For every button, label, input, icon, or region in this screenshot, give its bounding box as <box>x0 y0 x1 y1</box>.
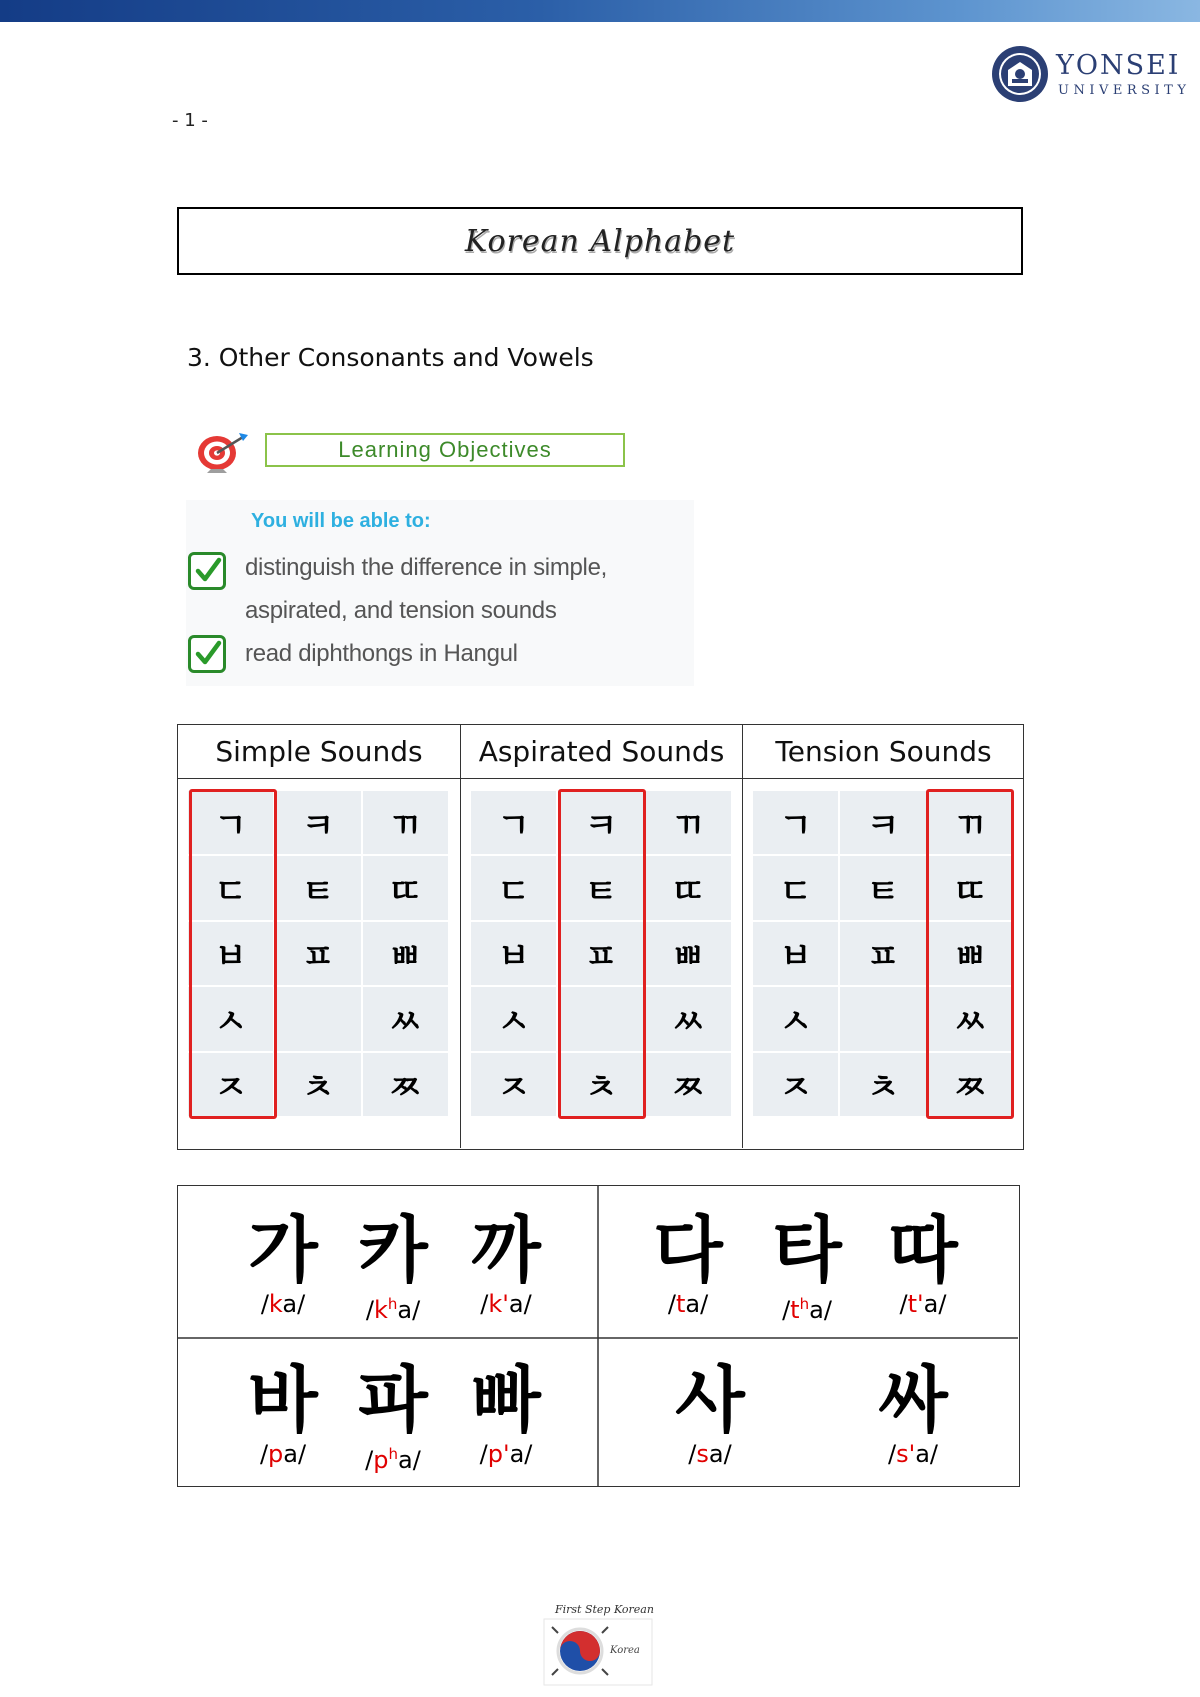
romanization: /ta/ <box>667 1290 709 1318</box>
consonant-cell: ㅅ <box>471 987 556 1050</box>
romanization: /t'a/ <box>899 1290 947 1318</box>
highlight-box <box>558 789 646 1119</box>
consonant-cell: ㄱ <box>753 791 838 854</box>
section-heading: 3. Other Consonants and Vowels <box>187 343 594 372</box>
syllable-item <box>338 1210 448 1324</box>
romanization: $/p^ha/$ <box>365 1445 421 1474</box>
syllable-char: 가 <box>248 1208 318 1292</box>
syllable-item <box>752 1210 862 1324</box>
consonant-cell: ㅈ <box>471 1053 556 1116</box>
romanization: /p'a/ <box>479 1440 533 1468</box>
consonant-comparison-table <box>177 724 1024 1150</box>
consonant-cell: ㅍ <box>840 922 925 985</box>
consonant-cell: ㄸ <box>646 856 731 919</box>
footer-logo-sub: Korea <box>610 1645 640 1656</box>
romanization: $/t^ha/$ <box>782 1295 832 1324</box>
university-seal-icon <box>990 44 1050 104</box>
syllable-char: 빠 <box>471 1358 541 1442</box>
footer-logo-text: First Step Korean <box>555 1603 654 1616</box>
page-title: Korean Alphabet <box>464 223 736 259</box>
aspirated-sounds-column <box>460 725 742 1148</box>
consonant-cell: ㅆ <box>363 987 448 1050</box>
logo-subtitle: UNIVERSITY <box>1058 83 1191 98</box>
consonant-cell: ㅊ <box>840 1053 925 1116</box>
tension-sounds-column <box>742 725 1024 1148</box>
syllable-item <box>655 1360 765 1468</box>
syllable-item <box>228 1210 338 1318</box>
consonant-cell: ㅌ <box>840 856 925 919</box>
consonant-cell: ㄸ <box>928 856 1013 919</box>
syllable-char: 까 <box>471 1208 541 1292</box>
consonant-cell: ㅌ <box>558 856 643 919</box>
consonant-cell: ㅌ <box>275 856 360 919</box>
consonant-cell: ㅂ <box>188 922 273 985</box>
syllable-item <box>451 1210 561 1318</box>
syllable-item <box>868 1210 978 1318</box>
highlight-box <box>189 789 277 1119</box>
syllable-item <box>633 1210 743 1318</box>
consonant-cell: ㅊ <box>275 1053 360 1116</box>
syllable-item <box>228 1360 338 1468</box>
consonant-cell: ㄲ <box>928 791 1013 854</box>
syllable-char: 다 <box>653 1208 723 1292</box>
syllable-item <box>451 1360 561 1468</box>
syllable-char: 카 <box>358 1208 428 1292</box>
first-step-korean-logo <box>540 1603 660 1688</box>
header-bar <box>0 0 1200 22</box>
consonant-cell: ㅃ <box>363 922 448 985</box>
romanization: /k'a/ <box>480 1290 532 1318</box>
consonant-cell: ㅅ <box>753 987 838 1050</box>
romanization: /ka/ <box>260 1290 306 1318</box>
highlight-box <box>926 789 1014 1119</box>
yonsei-logo <box>990 44 1191 106</box>
consonant-cell: ㅂ <box>471 922 556 985</box>
target-icon <box>195 429 251 473</box>
consonant-cell: ㄷ <box>471 856 556 919</box>
logo-name: YONSEI <box>1056 50 1181 81</box>
title-box <box>177 207 1023 275</box>
consonant-cell: ㅊ <box>558 1053 643 1116</box>
consonant-cell <box>275 987 360 1050</box>
syllable-pronunciation-table <box>177 1185 1020 1487</box>
romanization: /sa/ <box>688 1440 732 1468</box>
column-header: Aspirated Sounds <box>461 725 742 779</box>
objective-item-2: read diphthongs in Hangul <box>245 640 518 667</box>
syllable-char: 따 <box>888 1208 958 1292</box>
page-number: - 1 - <box>172 110 208 131</box>
consonant-cell: ㅋ <box>275 791 360 854</box>
checkbox-icon <box>188 552 226 590</box>
syllable-item <box>858 1360 968 1468</box>
consonant-cell: ㅆ <box>928 987 1013 1050</box>
consonant-cell: ㅉ <box>928 1053 1013 1116</box>
consonant-cell: ㅉ <box>646 1053 731 1116</box>
simple-sounds-column <box>178 725 460 1148</box>
syllable-char: 파 <box>358 1358 428 1442</box>
consonant-cell: ㅃ <box>646 922 731 985</box>
checkbox-icon <box>188 635 226 673</box>
romanization: $/k^ha/$ <box>365 1295 421 1324</box>
consonant-cell: ㅍ <box>558 922 643 985</box>
taegeuk-icon <box>540 1617 660 1687</box>
consonant-cell: ㅉ <box>363 1053 448 1116</box>
romanization: /s'a/ <box>888 1440 938 1468</box>
objectives-intro: You will be able to: <box>251 510 431 532</box>
syllable-item <box>338 1360 448 1474</box>
consonant-cell: ㅈ <box>753 1053 838 1116</box>
objective-item-1-line-2: aspirated, and tension sounds <box>245 597 557 624</box>
syllable-char: 타 <box>772 1208 842 1292</box>
consonant-cell: ㅈ <box>188 1053 273 1116</box>
consonant-cell: ㅂ <box>753 922 838 985</box>
consonant-cell: ㄲ <box>646 791 731 854</box>
consonant-cell: ㅋ <box>558 791 643 854</box>
syllable-char: 싸 <box>878 1358 948 1442</box>
romanization: /pa/ <box>259 1440 307 1468</box>
consonant-cell: ㅋ <box>840 791 925 854</box>
consonant-cell: ㄱ <box>471 791 556 854</box>
consonant-cell: ㄲ <box>363 791 448 854</box>
consonant-cell: ㅆ <box>646 987 731 1050</box>
objective-item-1-line-1: distinguish the difference in simple, <box>245 554 608 581</box>
consonant-cell: ㅅ <box>188 987 273 1050</box>
consonant-cell: ㄷ <box>188 856 273 919</box>
consonant-cell: ㄷ <box>753 856 838 919</box>
consonant-cell: ㅃ <box>928 922 1013 985</box>
consonant-cell: ㄸ <box>363 856 448 919</box>
syllable-char: 바 <box>248 1358 318 1442</box>
consonant-cell: ㅍ <box>275 922 360 985</box>
consonant-cell <box>840 987 925 1050</box>
syllable-char: 사 <box>675 1358 745 1442</box>
learning-objectives-label: Learning Objectives <box>265 433 625 467</box>
column-header: Tension Sounds <box>743 725 1024 779</box>
column-header: Simple Sounds <box>178 725 460 779</box>
consonant-cell: ㄱ <box>188 791 273 854</box>
